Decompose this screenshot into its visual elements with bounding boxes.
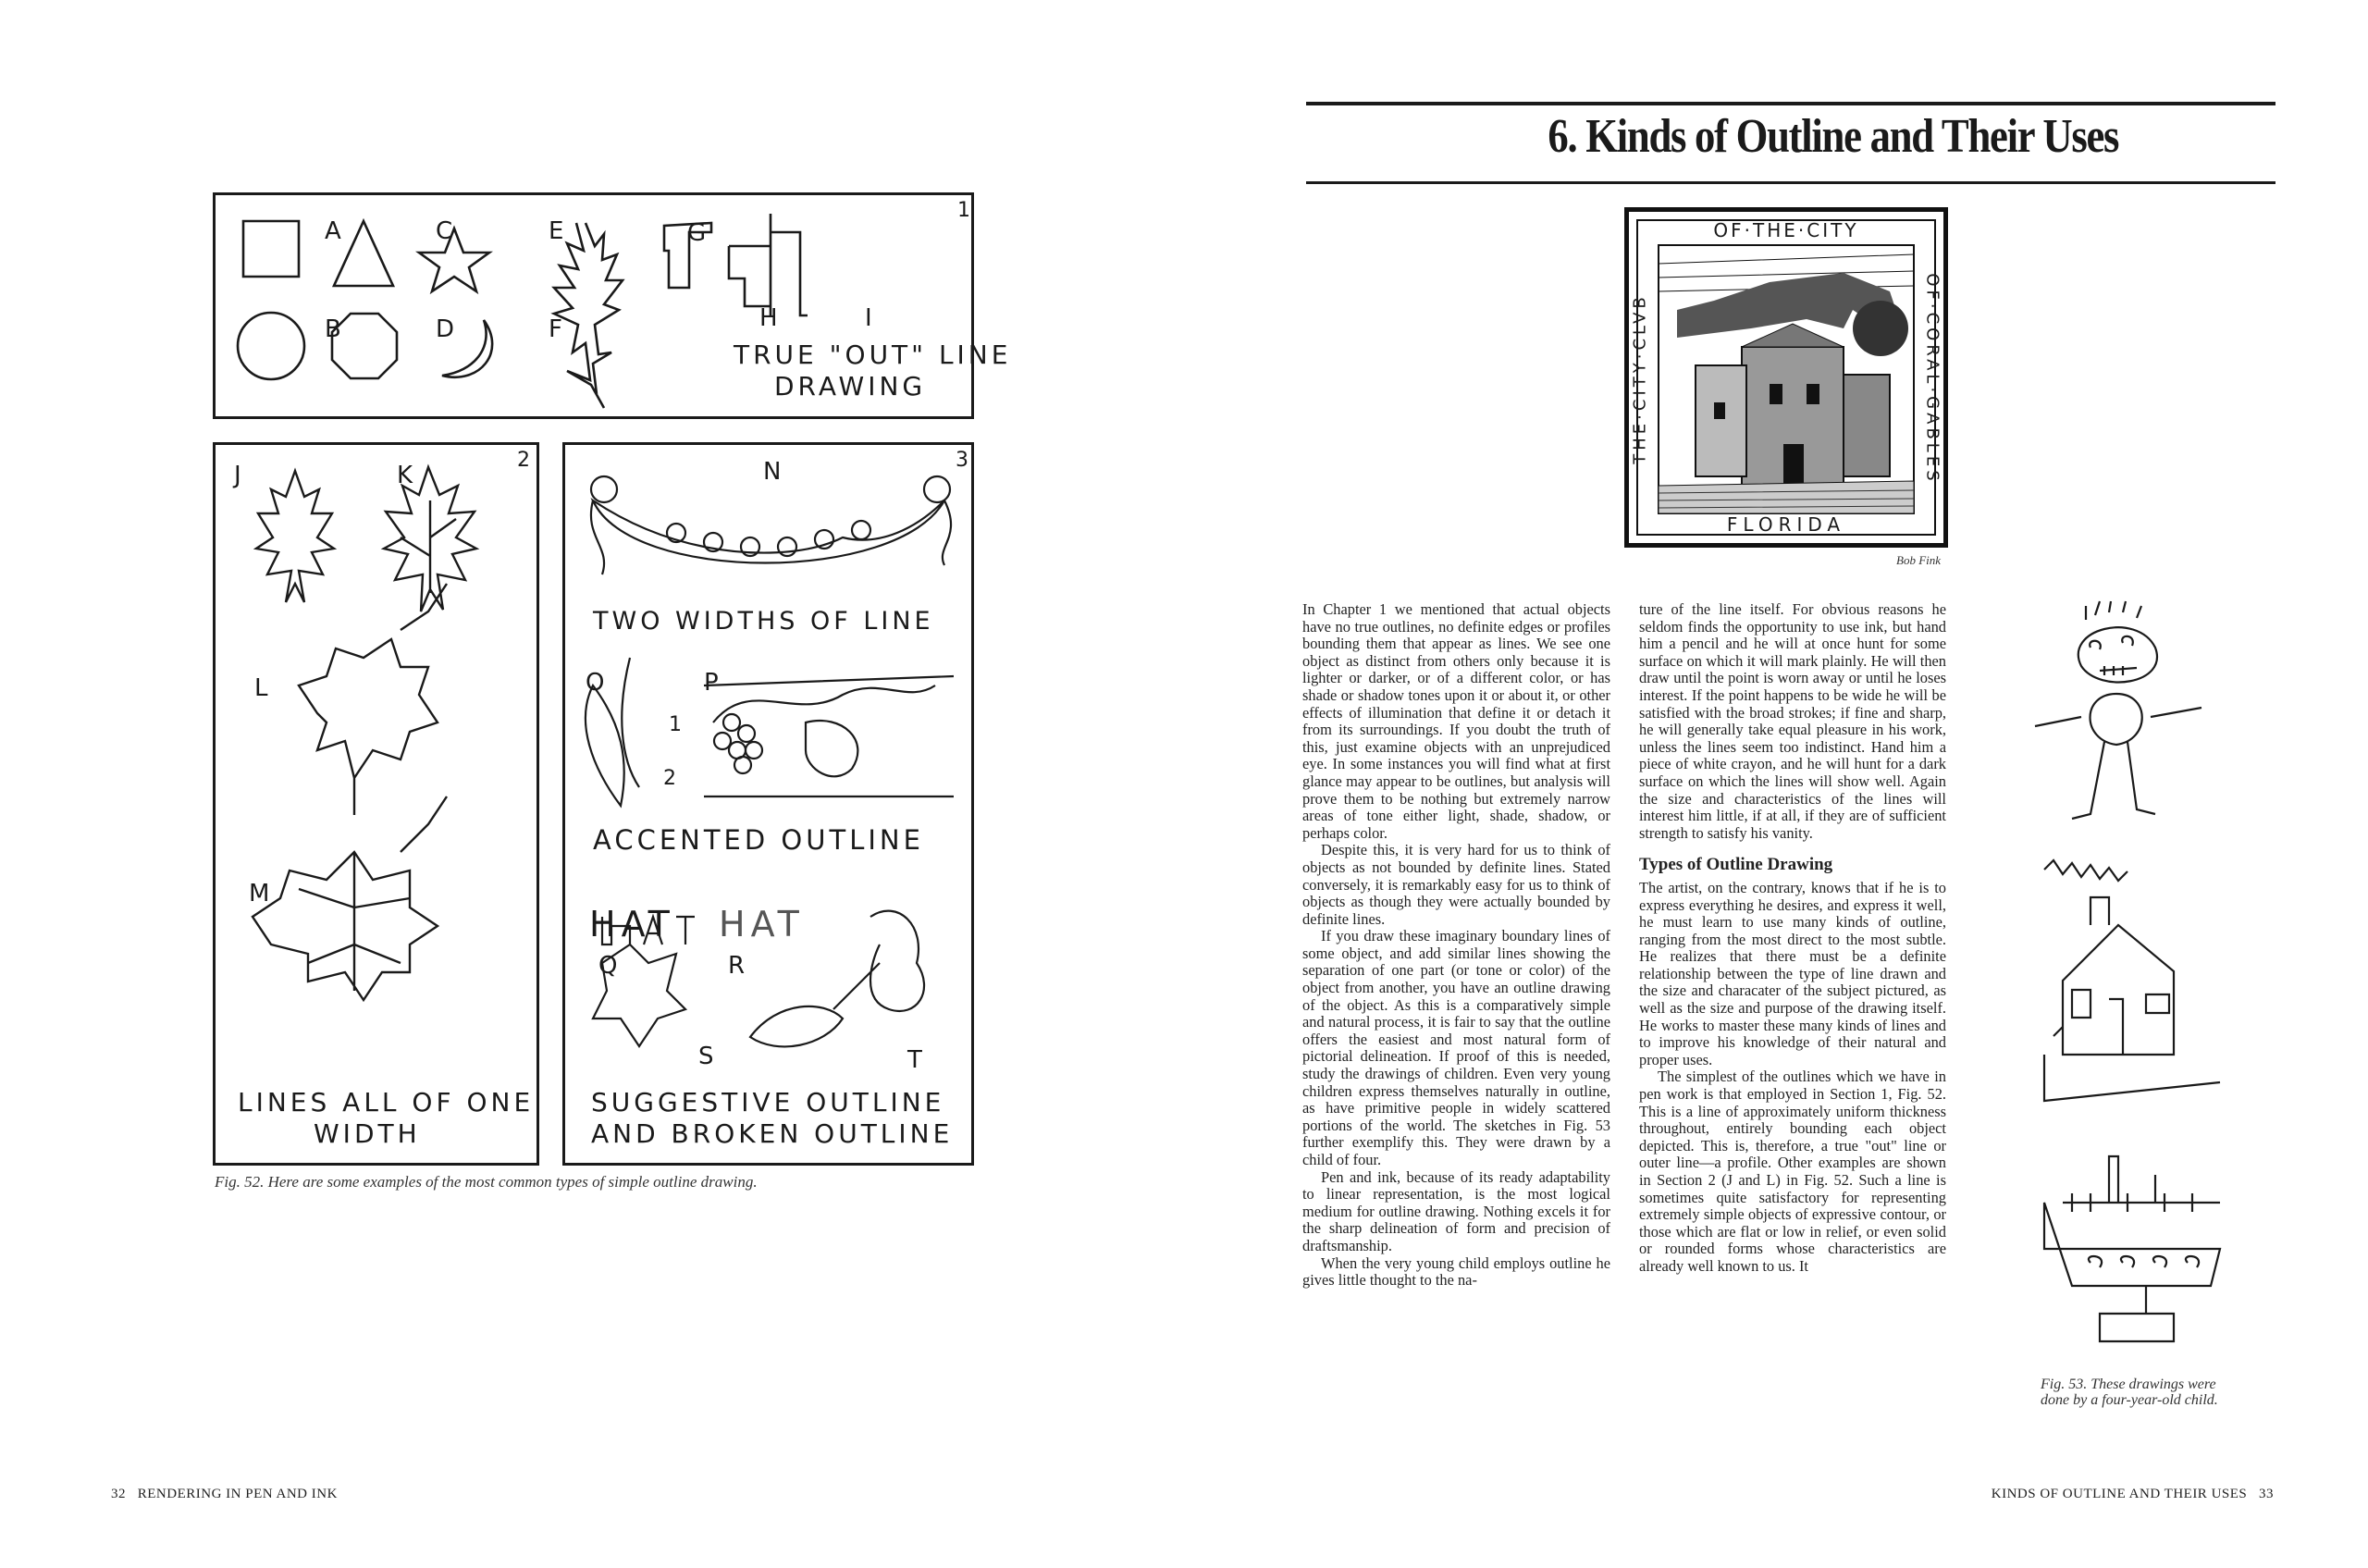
chapter-title: 6. Kinds of Outline and Their Uses <box>1548 110 2118 163</box>
left-page-footer: 32 RENDERING IN PEN AND INK <box>111 1487 338 1501</box>
leaf-l-shape <box>299 584 447 815</box>
caption-lines-all-of-one: LINES ALL OF ONE <box>238 1087 535 1117</box>
bookplate-bottom-text: FLORIDA <box>1726 513 1846 536</box>
label-b: B <box>325 315 341 343</box>
col2-paragraph-2: The simplest of the outlines which we have in pen work is that employed in Section 1, Fig. 52. This is a line of approximately uniform thickness throughout, entirely bounding each object depicted. This is, therefore, a true "out" line or outer line—a profile. Other examples are shown in Section 2 (J and L) in Fig. 52. Such a line is sometimes quite satisfactory for representing extremely simple objects of expressive contour, or those which are flat or low in relief, or even solid or rounded forms whose characteristics are already well known to us. It <box>1639 1068 1946 1275</box>
tick-label-2: 2 <box>663 767 676 790</box>
caption-drawing: DRAWING <box>774 371 927 401</box>
right-page-footer: KINDS OF OUTLINE AND THEIR USES 33 <box>1991 1487 2274 1501</box>
caption-broken-outline: AND BROKEN OUTLINE <box>591 1118 954 1149</box>
title-rule-bottom <box>1306 181 2276 184</box>
label-o: O <box>586 669 605 697</box>
label-e: E <box>549 217 564 245</box>
child-boat-drawing <box>2044 1156 2220 1341</box>
figure-panel-2 <box>213 442 539 1166</box>
section-number-1: 1 <box>957 199 970 222</box>
col2-paragraph-1: The artist, on the contrary, knows that if he is to express everything he desires, and express it well, he must learn to use many kinds of outline, ranging from the most direct to the most subtle. He realizes that there must be a definite relationship between the type of line drawn and the size and characater of the subject pictured, as well as the size and purpose of the drawing itself. He works to master these many kinds of lines and to improve his knowledge of their natural and proper uses. <box>1639 878 1946 1068</box>
label-j: J <box>234 462 241 489</box>
bookplate-left-text: THE·CITY·CLVB <box>1630 293 1650 464</box>
fig52-caption: Fig. 52. Here are some examples of the most common types of simple outline drawing. <box>215 1173 758 1191</box>
label-n: N <box>763 458 782 486</box>
col1-paragraph-4: Pen and ink, because of its ready adaptability to linear representation, is the most logical medium for outline drawing. Nothing excels it for the sharp delineation of form and precision of draftsmanship. <box>1302 1167 1610 1254</box>
label-c: C <box>436 217 453 245</box>
child-figure-drawing <box>2035 601 2202 819</box>
bookplate-credit: Bob Fink <box>1896 553 1942 567</box>
col1-paragraph-3: If you draw these imaginary boundary lines of some object, and add similar lines showing the separation of one part (or tone or color) of the object from another, you have an outline drawing of the object. As this is a comparatively simple and natural process, it is fair to say that the outline offers the easiest and most natural form of pictorial delineation. If proof of this is needed, study the drawings of children. Even very young children express themselves naturally in outline, as have primitive people in widely scattered portions of the world. The sketches in Fig. 53 further exemplify this. They were drawn by a child of four. <box>1302 927 1610 1168</box>
label-d: D <box>436 315 455 343</box>
col2-continued-paragraph: ture of the line itself. For obvious reasons he seldom finds the opportunity to use ink, but hand him a pencil and he will at once hunt for some surface on which it will mark plainly. He will then draw until the point is worn away or until he loses interest. If the point happens to be wide he will be satisfied with the broad strokes; if fine and sharp, he will generally take equal pleasure in his work, unless the lines seem too indistinct. Hand him a piece of white crayon, and he will hunt for a dark surface on which the lines will show well. Again the size and characteristics of the lines will interest him little, if at all, if they are of sufficient strength to satisfy his vanity. <box>1639 600 1946 842</box>
label-a: A <box>325 217 341 245</box>
profile-i-shape <box>729 214 808 315</box>
label-h: H <box>759 304 778 332</box>
caption-width: WIDTH <box>314 1118 421 1149</box>
leaf-j-shape <box>256 471 334 602</box>
label-g: G <box>687 219 707 247</box>
caption-accented-outline: ACCENTED OUTLINE <box>593 824 924 856</box>
label-m: M <box>249 880 270 907</box>
section-number-3: 3 <box>956 449 968 472</box>
leaf-m-shape <box>253 796 447 1000</box>
label-q: Q <box>598 952 618 980</box>
bookplate-right-text: OF·CORAL·GABLES <box>1922 273 1942 485</box>
hat-word-1: HAT <box>589 904 675 945</box>
title-rule-top <box>1306 102 2276 105</box>
bookplate <box>1624 207 1948 548</box>
circle-shape <box>238 313 304 379</box>
caption-true-out-line: TRUE "OUT" LINE <box>734 340 1012 370</box>
hat-word-2: HAT <box>719 904 805 945</box>
text-column-1 <box>1302 601 1610 1290</box>
section-number-2: 2 <box>517 449 530 472</box>
label-p: P <box>704 669 719 697</box>
tick-label-1: 1 <box>669 713 682 736</box>
bookplate-castle-illustration <box>1659 245 1914 513</box>
star-shape <box>419 228 489 291</box>
garland-shape <box>593 500 944 563</box>
section-heading-types-of-outline: Types of Outline Drawing <box>1639 855 1833 875</box>
label-s: S <box>698 1043 714 1070</box>
leaves-drawing <box>216 445 542 1168</box>
square-shape <box>243 221 299 277</box>
bookplate-top-text: OF·THE·CITY <box>1713 219 1859 241</box>
label-t: T <box>907 1046 922 1074</box>
col1-paragraph-2: Despite this, it is very hard for us to think of objects as not bounded by definite lines. Stated conversely, it is remarkably easy for us to think of objects as though they were actually bounded by definite lines. <box>1302 841 1610 928</box>
caption-suggestive-outline: SUGGESTIVE OUTLINE <box>591 1087 945 1117</box>
label-k: K <box>397 462 413 489</box>
fig53-caption: Fig. 53. These drawings were done by a four-year-old child. <box>2041 1377 2218 1408</box>
child-house-drawing <box>2044 860 2220 1101</box>
col1-paragraph-5: When the very young child employs outline he gives little thought to the na- <box>1302 1253 1610 1290</box>
child-drawings-fig53 <box>2035 601 2238 1406</box>
triangle-shape <box>334 221 393 286</box>
label-l: L <box>254 674 268 702</box>
figure-panel-3 <box>562 442 974 1166</box>
grape-vine-shape <box>704 676 954 796</box>
octagon-shape <box>332 314 397 378</box>
label-f: F <box>549 315 562 343</box>
col1-paragraph-1: In Chapter 1 we mentioned that actual objects have no true outlines, no definite edges or profiles bounding them that appear as lines. We see one object as distinct from others only because it is lighter or darker, or of a different color, or has shade or shadow tones upon it or about it, or other effects of illumination that define it or detach it from its surroundings. If you doubt the truth of this, just examine objects with an unprejudiced eye. In some instances you will find what at first glance may appear to be outlines, but analysis will prove them to be nothing but extremely narrow areas of tone either light, shade, shadow, or perhaps color. <box>1302 600 1610 842</box>
text-column-2 <box>1639 601 1946 1276</box>
label-r: R <box>728 952 746 980</box>
leaf-tree-shape <box>554 223 623 408</box>
figure-panel-1 <box>213 192 1012 419</box>
label-i: I <box>865 304 872 332</box>
caption-two-widths-of-line: TWO WIDTHS OF LINE <box>593 607 934 636</box>
